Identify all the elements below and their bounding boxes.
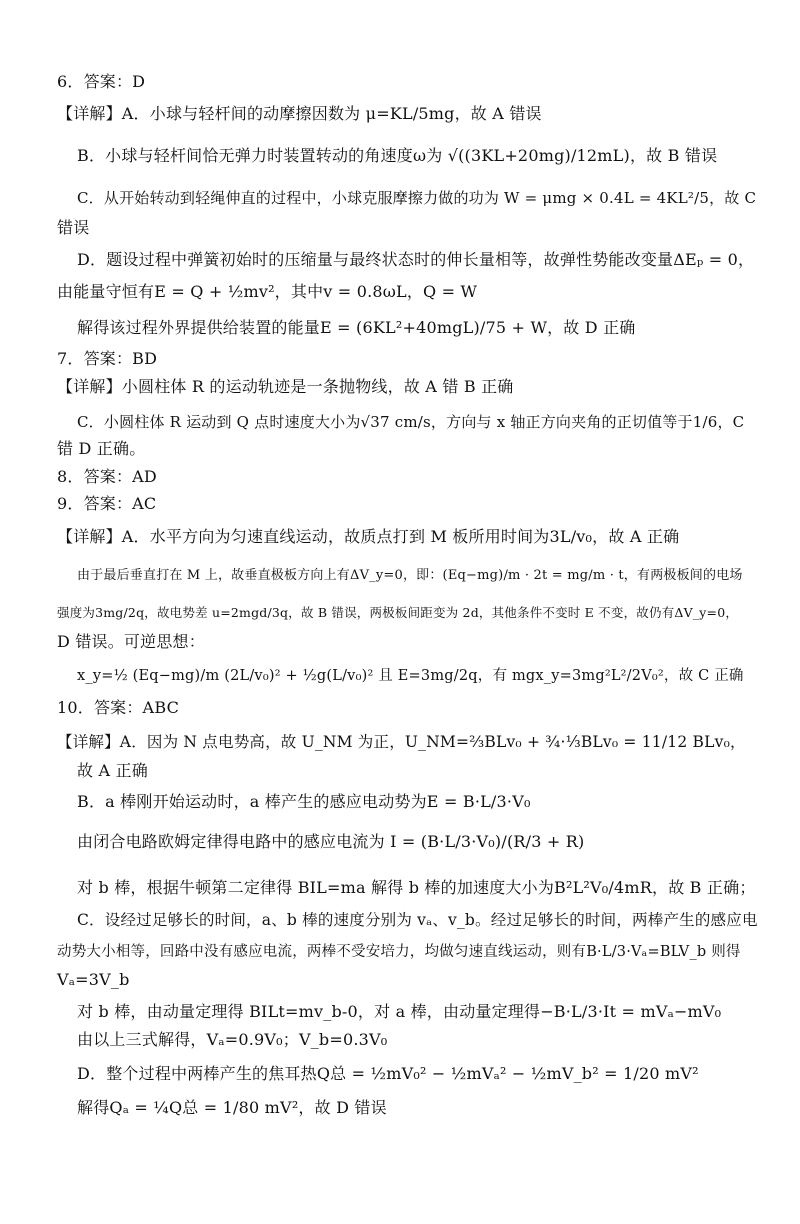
- answer-9-detail-a: 【详解】A．水平方向为匀速直线运动，故质点打到 M 板所用时间为3L/v₀，故 A 正确: [57, 527, 680, 546]
- answer-10-solve: 由以上三式解得，Vₐ=0.9V₀；V_b=0.3V₀: [77, 1030, 388, 1049]
- answer-10-momentum: 对 b 棒，由动量定理得 BILt=mv_b-0，对 a 棒，由动量定理得−B·L/3·It = mVₐ−mV₀: [77, 1002, 722, 1021]
- answer-6-detail-a: 【详解】A．小球与轻杆间的动摩擦因数为 μ=KL/5mg，故 A 错误: [57, 104, 542, 123]
- answer-10-detail-c: C．设经过足够长的时间，a、b 棒的速度分别为 vₐ、v_b。经过足够长的时间，两棒产生的感应电: [77, 911, 758, 929]
- answer-6-detail-d-cont: 由能量守恒有E = Q + ½mv²，其中v = 0.8ωL，Q = W: [57, 282, 478, 301]
- answer-10-detail-a-cont: 故 A 正确: [77, 761, 148, 780]
- answer-10-detail-b: B．a 棒刚开始运动时，a 棒产生的感应电动势为E = B·L/3·V₀: [77, 792, 531, 811]
- answer-10-line-accel: 对 b 棒，根据牛顿第二定律得 BIL=ma 解得 b 棒的加速度大小为B²L²V₀/4mR，故 B 正确；: [77, 878, 756, 897]
- answer-8-heading: 8．答案：AD: [57, 467, 157, 486]
- answer-10-velocity-ratio: Vₐ=3V_b: [57, 970, 130, 989]
- answer-10-detail-d: D．整个过程中两棒产生的焦耳热Q总 = ½mV₀² − ½mVₐ² − ½mV_b² = 1/20 mV²: [77, 1064, 699, 1083]
- answer-9-heading: 9．答案：AC: [57, 494, 157, 513]
- answer-6-detail-d: D．题设过程中弹簧初始时的压缩量与最终状态时的伸长量相等，故弹性势能改变量ΔEₚ = 0，: [77, 250, 755, 269]
- answer-9-line-4: D 错误。可逆思想：: [57, 632, 205, 651]
- answer-7-detail-c: C．小圆柱体 R 运动到 Q 点时速度大小为√37 cm/s，方向与 x 轴正方向夹角的正切值等于1/6，C: [77, 413, 745, 431]
- answer-6-detail-b: B．小球与轻杆间恰无弹力时装置转动的角速度ω为 √((3KL+20mg)/12mL)，故 B 错误: [77, 146, 718, 165]
- answer-10-detail-c-cont: 动势大小相等，回路中没有感应电流，两棒不受安培力，均做匀速直线运动，则有B·L/3·Vₐ=BLV_b 则得: [57, 944, 741, 960]
- answer-7-detail: 【详解】小圆柱体 R 的运动轨迹是一条抛物线，故 A 错 B 正确: [57, 377, 514, 396]
- answer-10-detail-a: 【详解】A．因为 N 点电势高，故 U_NM 为正，U_NM=⅔BLv₀ + ¾·⅓BLv₀ = 11/12 BLv₀，: [57, 733, 746, 751]
- answer-10-conclusion: 解得Qₐ = ¼Q总 = 1/80 mV²，故 D 错误: [77, 1098, 387, 1117]
- answer-9-line-3: 强度为3mg/2q，故电势差 u=2mgd/3q，故 B 错误，两极板间距变为 2d，其他条件不变时 E 不变，故仍有ΔV_y=0，: [57, 605, 739, 620]
- answer-9-line-2: 由于最后垂直打在 M 上，故垂直极板方向上有ΔV_y=0，即：(Eq−mg)/m · 2t = mg/m · t，有两极板间的电场: [77, 568, 743, 583]
- answer-7-heading: 7．答案：BD: [57, 349, 158, 368]
- answer-9-line-5: x_y=½ (Eq−mg)/m (2L/v₀)² + ½g(L/v₀)² 且 E=3mg/2q，有 mgx_y=3mg²L²/2V₀²，故 C 正确: [77, 668, 744, 684]
- answer-10-line-current: 由闭合电路欧姆定律得电路中的感应电流为 I = (B·L/3·V₀)/(R/3 + R): [77, 832, 585, 851]
- answer-10-heading: 10．答案：ABC: [57, 698, 180, 717]
- answer-6-detail-c: C．从开始转动到轻绳伸直的过程中，小球克服摩擦力做的功为 W = μmg × 0.4L = 4KL²/5，故 C: [77, 189, 757, 207]
- answer-6-conclusion: 解得该过程外界提供给装置的能量E = (6KL²+40mgL)/75 + W，故 D 正确: [77, 318, 636, 337]
- answer-6-detail-c-cont: 错误: [57, 218, 90, 237]
- answer-6-heading: 6．答案：D: [57, 72, 146, 91]
- answer-7-detail-c-cont: 错 D 正确。: [57, 439, 146, 458]
